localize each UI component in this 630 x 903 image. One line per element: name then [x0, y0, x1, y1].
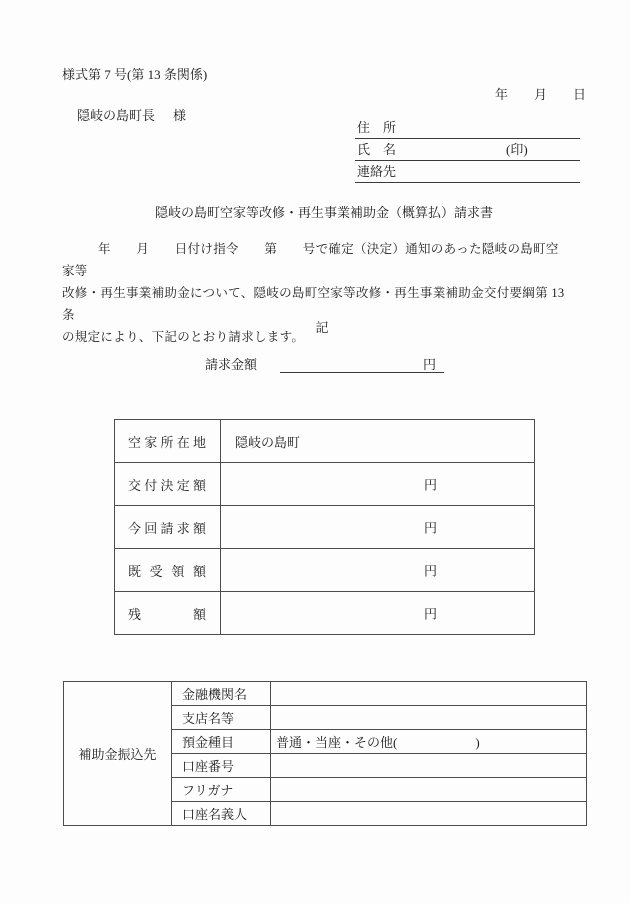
- row-value: [221, 506, 535, 549]
- date-line: 年 月 日: [495, 87, 587, 102]
- name-field: [355, 139, 580, 161]
- contact-label: 連絡先: [357, 164, 397, 179]
- amount-summary-table: [114, 419, 535, 635]
- claim-amount-label: 請求金額: [205, 357, 258, 372]
- table-row: [115, 592, 535, 635]
- bank-transfer-table: [63, 681, 587, 826]
- claim-amount-row: [205, 354, 444, 374]
- applicant-fields-block: [355, 117, 580, 183]
- form-number: 様式第 7 号(第 13 条関係): [62, 67, 208, 82]
- yen-unit: 円: [424, 606, 438, 622]
- row-label-text: 今回請求額: [128, 520, 206, 536]
- yen-unit: 円: [424, 477, 438, 493]
- bank-row-value: [271, 706, 587, 730]
- addressee-line: [77, 105, 186, 124]
- row-value: [221, 549, 535, 592]
- yen-unit: 円: [423, 357, 437, 372]
- row-label-text: 空家所在地: [128, 434, 206, 450]
- row-label-text: 既受領額: [128, 563, 206, 579]
- addressee-honorific: 様: [173, 108, 187, 123]
- bank-row-value: 普通・当座・その他( ): [271, 730, 587, 754]
- row-label: [115, 506, 221, 549]
- ki-marker: 記: [315, 320, 329, 335]
- bank-row-label: 口座番号: [172, 754, 271, 778]
- bank-row-value: [271, 802, 587, 826]
- body-line: の規定により、下記のとおり請求します。: [62, 330, 305, 344]
- row-label: [115, 549, 221, 592]
- row-value: [221, 420, 535, 463]
- row-label: [115, 420, 221, 463]
- bank-row-value: [271, 778, 587, 802]
- yen-unit: 円: [424, 563, 438, 579]
- seal-mark: (印): [506, 142, 528, 157]
- table-row: [115, 463, 535, 506]
- document-title: 隠岐の島町空家等改修・再生事業補助金（概算払）請求書: [154, 205, 493, 220]
- table-row: [64, 682, 587, 706]
- table-row: [115, 506, 535, 549]
- row-value: [221, 592, 535, 635]
- table-row: [115, 549, 535, 592]
- bank-row-label: 口座名義人: [172, 802, 271, 826]
- body-line: 改修・再生事業補助金について、隠岐の島町空家等改修・再生事業補助金交付要綱第 13 条: [62, 286, 565, 322]
- name-label: 氏 名: [357, 142, 397, 157]
- body-line: 年 月 日付け指令 第 号で確定（決定）通知のあった隠岐の島町空家等: [62, 242, 559, 278]
- contact-field: [355, 161, 580, 183]
- bank-row-label: フリガナ: [172, 778, 271, 802]
- row-label: [115, 592, 221, 635]
- yen-unit: 円: [424, 520, 438, 536]
- row-value-text: 隠岐の島町: [235, 434, 301, 450]
- bank-row-label: 支店名等: [172, 706, 271, 730]
- bank-row-value: [271, 682, 587, 706]
- row-value: [221, 463, 535, 506]
- address-field: [355, 117, 580, 139]
- row-label: [115, 463, 221, 506]
- row-label-text: 残額: [128, 606, 206, 622]
- bank-row-label: 預金種目: [172, 730, 271, 754]
- bank-row-label: 金融機関名: [172, 682, 271, 706]
- claim-amount-line: [280, 354, 444, 373]
- row-label-text: 交付決定額: [128, 477, 206, 493]
- bank-group-label: 補助金振込先: [64, 682, 172, 826]
- addressee-name: 隠岐の島町長: [77, 108, 156, 123]
- address-label: 住 所: [357, 120, 397, 135]
- table-row: [115, 420, 535, 463]
- bank-row-value: [271, 754, 587, 778]
